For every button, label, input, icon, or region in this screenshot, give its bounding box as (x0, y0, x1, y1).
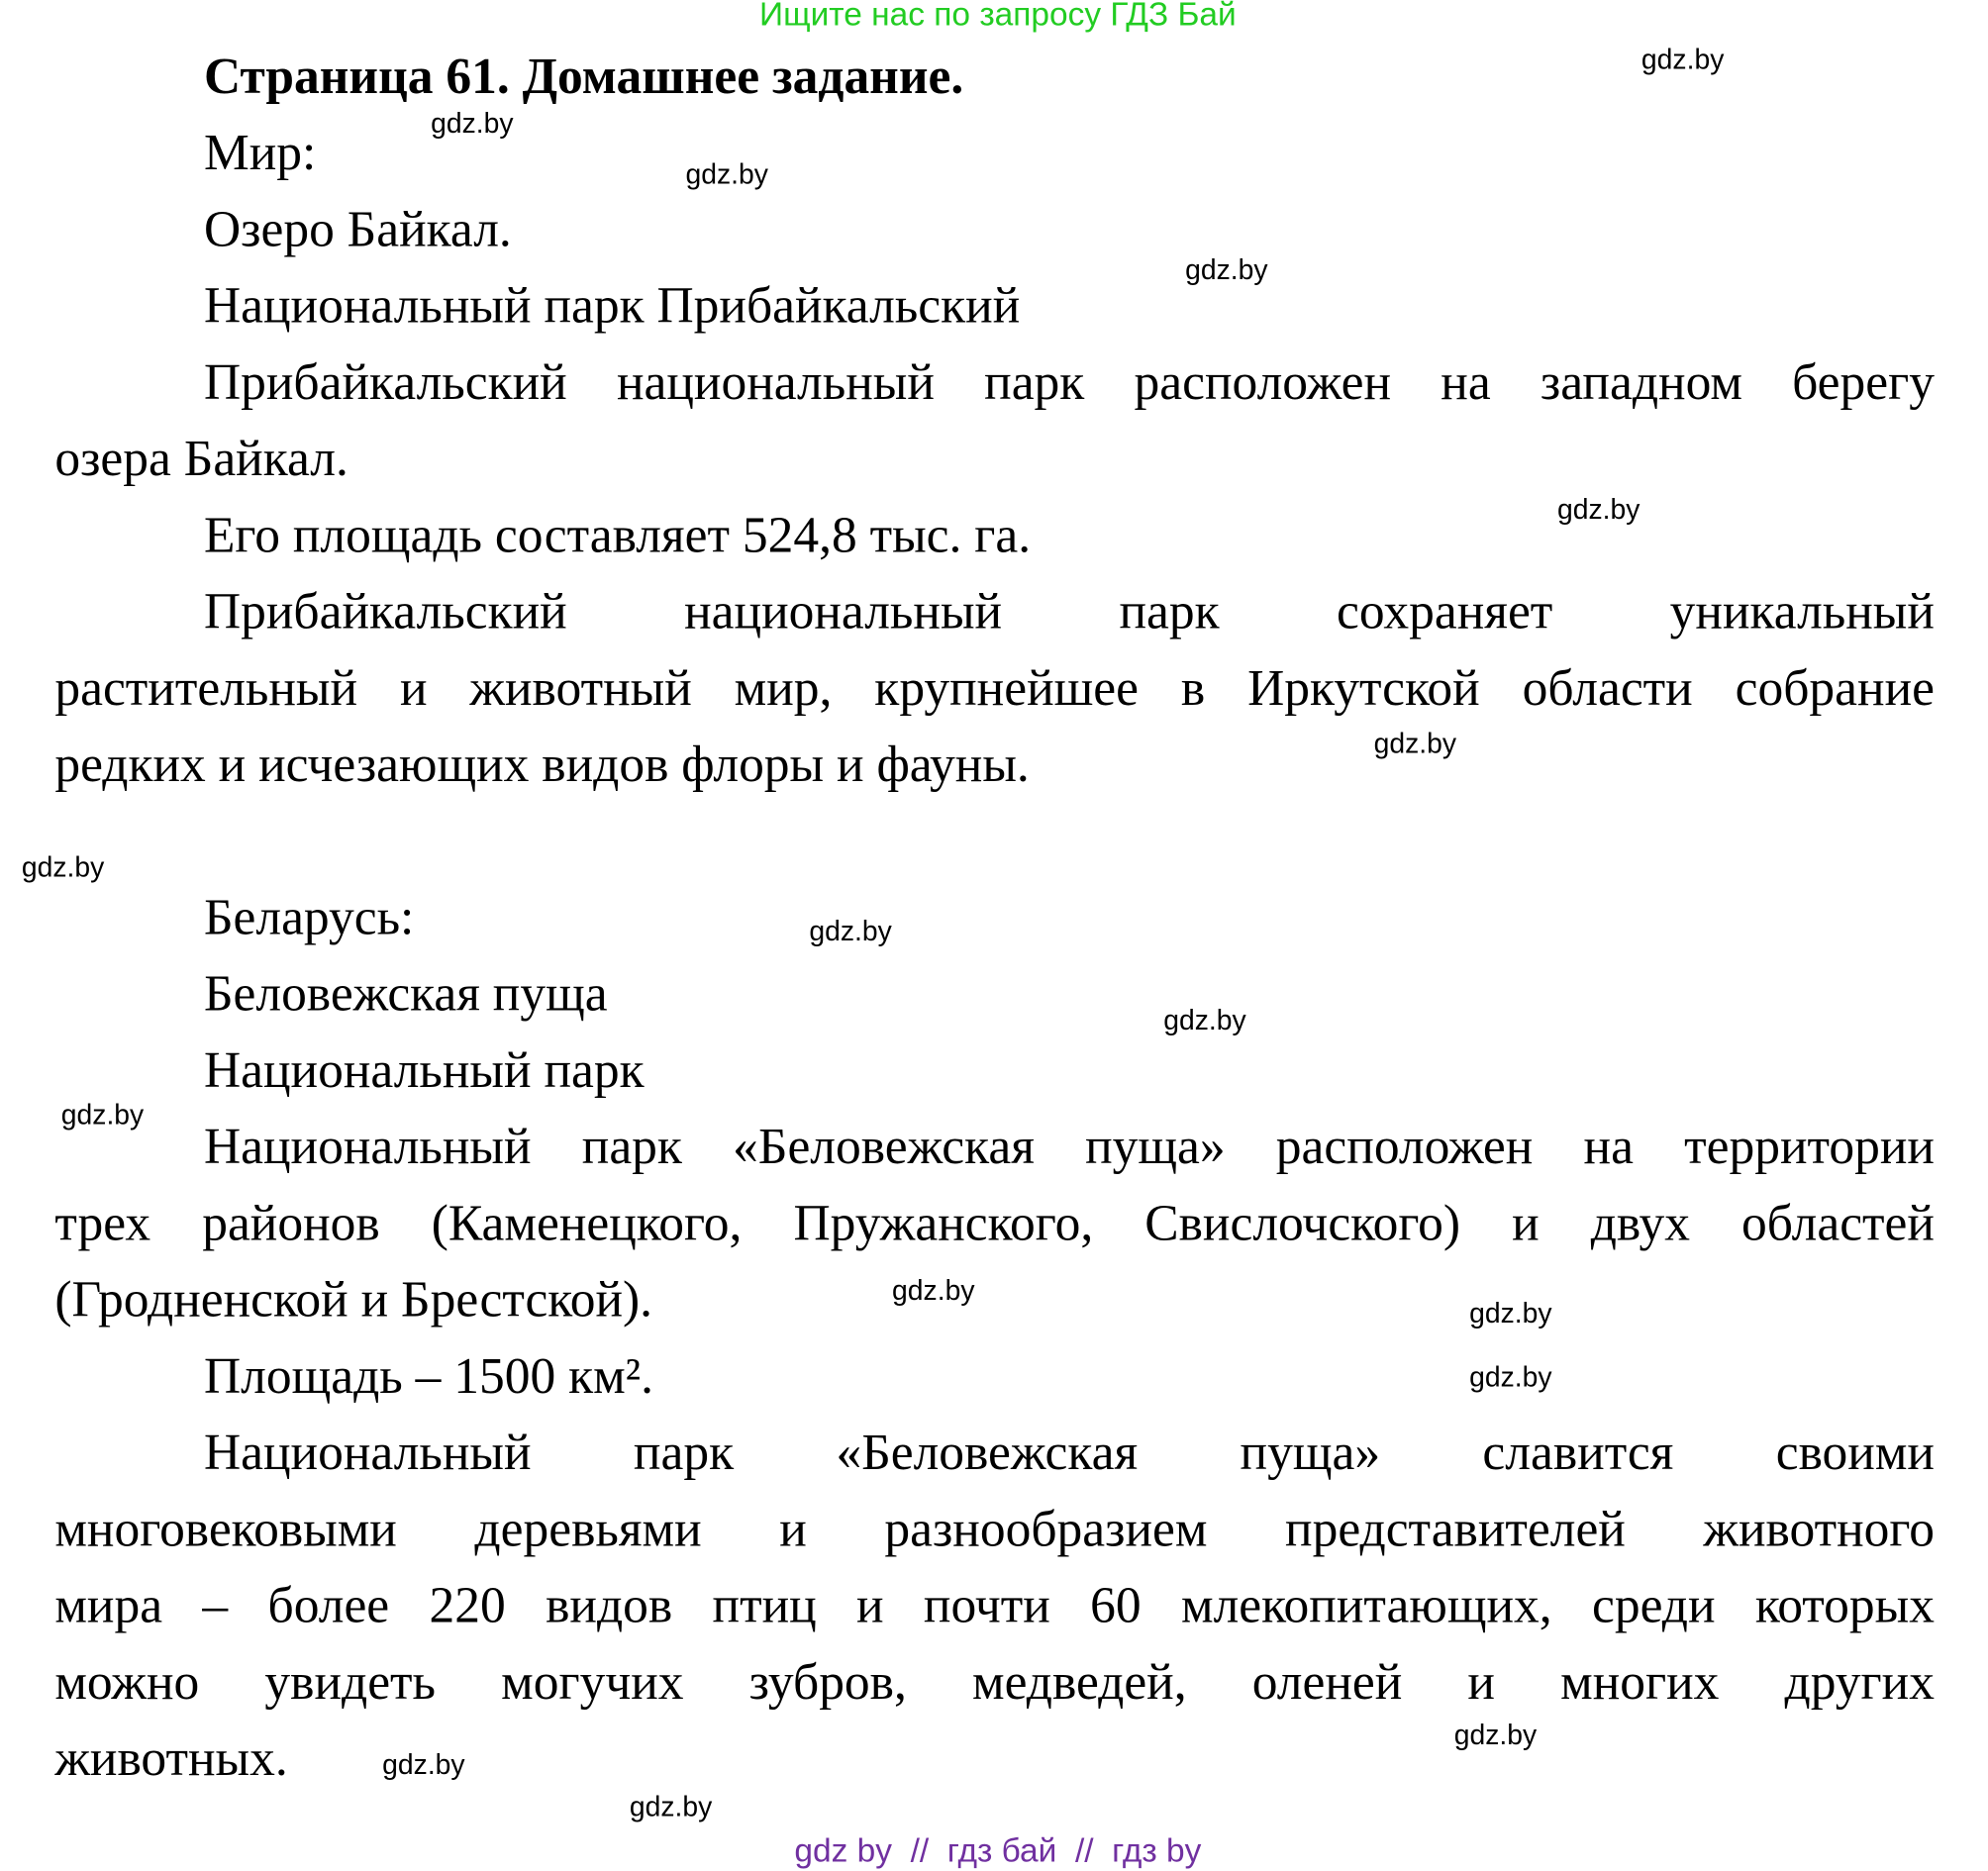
watermark: gdz.by (1469, 1297, 1552, 1329)
text-line: озера Байкал. (54, 429, 348, 487)
text-line: Прибайкальский национальный парк расположен на западном берегу (203, 352, 1935, 411)
text-line: многовековыми деревьями и разнообразием представителей животного (54, 1500, 1935, 1557)
watermark: gdz.by (629, 1790, 713, 1822)
text-line: Озеро Байкал. (203, 200, 512, 258)
text-line: можно увидеть могучих зубров, медведей, оленей и многих других (54, 1652, 1935, 1711)
text-line: растительный и животный мир, крупнейшее в Иркутской области собрание (54, 658, 1935, 717)
watermark: gdz.by (21, 850, 105, 884)
header-banner[interactable]: Ищите нас по запросу ГДЗ Бай (759, 0, 1237, 34)
text-line: Мир: (203, 123, 317, 181)
text-line: Национальный парк Прибайкальский (203, 276, 1021, 335)
watermark: gdz.by (1640, 43, 1725, 75)
text-line: Национальный парк (203, 1040, 645, 1099)
watermark: gdz.by (1373, 727, 1457, 760)
text-line: Площадь – 1500 км². (203, 1346, 653, 1405)
watermark: gdz.by (1556, 493, 1640, 526)
watermark: gdz.by (1185, 253, 1268, 286)
text-line: Национальный парк «Беловежская пуща» славится своими (203, 1423, 1935, 1481)
watermark: gdz.by (1469, 1360, 1552, 1393)
watermark: gdz.by (1163, 1004, 1246, 1036)
text-line: Его площадь составляет 524,8 тыс. га. (203, 506, 1032, 563)
text-line: Беловежская пуща (203, 964, 608, 1023)
watermark: gdz.by (60, 1098, 145, 1131)
text-line: трех районов (Каменецкого, Пружанского, Свислочского) и двух областей (54, 1194, 1935, 1252)
watermark: gdz.by (809, 915, 892, 947)
watermark: gdz.by (685, 157, 768, 190)
text-line: редких и исчезающих видов флоры и фауны. (54, 735, 1030, 793)
text-line: (Гродненской и Брестской). (54, 1270, 653, 1329)
watermark: gdz.by (382, 1748, 465, 1781)
page-title: Страница 61. Домашнее задание. (203, 47, 964, 105)
text-line: животных. (54, 1728, 288, 1787)
watermark: gdz.by (892, 1274, 975, 1307)
watermark: gdz.by (1453, 1719, 1538, 1751)
text-line: мира – более 220 видов птиц и почти 60 млекопитающих, среди которых (54, 1576, 1935, 1634)
text-line: Прибайкальский национальный парк сохраняет уникальный (203, 582, 1935, 640)
text-line: Беларусь: (203, 888, 415, 946)
watermark: gdz.by (431, 107, 514, 140)
footer-links[interactable]: gdz by // гдз бай // гдз by (794, 1830, 1202, 1870)
text-line: Национальный парк «Беловежская пуща» расположен на территории (203, 1117, 1935, 1175)
